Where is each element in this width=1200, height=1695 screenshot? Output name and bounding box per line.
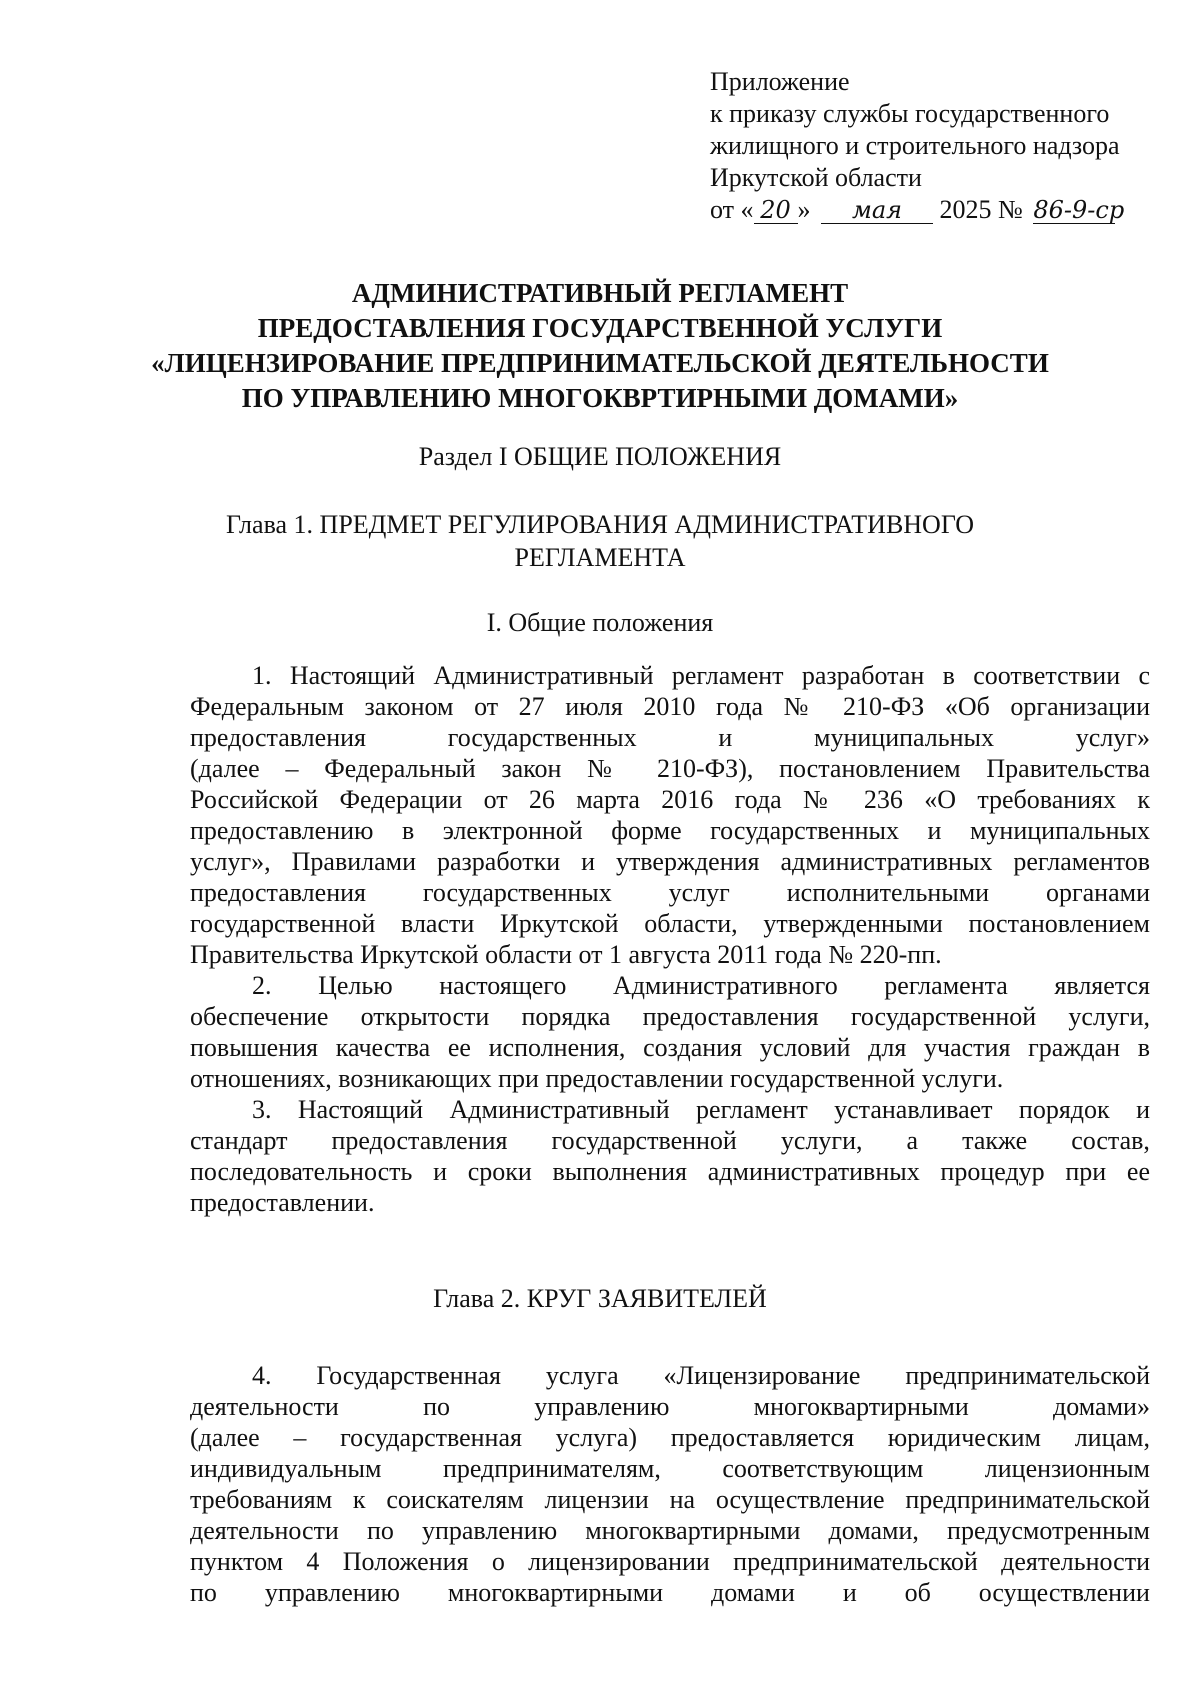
word: услуг» (1075, 723, 1150, 752)
word: услуга (545, 1361, 619, 1390)
word: по (190, 1578, 217, 1607)
word: Целью (318, 971, 393, 1000)
word: предоставления (190, 878, 366, 907)
word: об (904, 1578, 931, 1607)
paragraph-line (190, 970, 1150, 1001)
word: многоквартирными (447, 1578, 664, 1607)
word: государственной (551, 1126, 737, 1155)
word: осуществлении (978, 1578, 1150, 1607)
paragraph-1 (190, 660, 1150, 970)
paragraph-line: Российской Федерации от 26 марта 2016 года № 236 «О требованиях к (190, 785, 1150, 814)
paragraph-line (190, 1453, 1150, 1484)
paragraph-line (190, 1360, 1150, 1391)
paragraph-line: обеспечение открытости порядка предоставления государственной услуги, (190, 1002, 1150, 1031)
word: исполнительными (786, 878, 990, 907)
word: Государственная (316, 1361, 502, 1390)
word: 2. (252, 971, 272, 1000)
title-line-2: ПРЕДОСТАВЛЕНИЯ ГОСУДАРСТВЕННОЙ УСЛУГИ (257, 313, 943, 343)
paragraph-line (190, 1125, 1150, 1156)
word: а (906, 1126, 919, 1155)
paragraph-line (190, 722, 1150, 753)
word: муниципальных (814, 723, 995, 752)
word: Административного (612, 971, 838, 1000)
paragraph-line: предоставлению в электронной форме государственных и муниципальных (190, 816, 1150, 845)
word: по (423, 1392, 450, 1421)
section-heading (150, 440, 1050, 473)
paragraph-4 (190, 1360, 1150, 1608)
word: «Лицензирование (663, 1361, 861, 1390)
paragraph-line: пунктом 4 Положения о лицензировании предпринимательской деятельности (190, 1547, 1150, 1576)
word: и (718, 723, 733, 752)
word: предоставления (331, 1126, 508, 1155)
chapter-1-heading (150, 508, 1050, 574)
title-line-3: «ЛИЦЕНЗИРОВАНИЕ ПРЕДПРИНИМАТЕЛЬСКОЙ ДЕЯТЕЛЬНОСТИ (151, 348, 1049, 378)
word: органами (1045, 878, 1150, 907)
paragraph-line: Федеральным законом от 27 июля 2010 года № 210-ФЗ «Об организации (190, 692, 1150, 721)
paragraph-2 (190, 970, 1150, 1094)
word: управлению (534, 1392, 670, 1421)
word: государственных (422, 878, 612, 907)
paragraph-3 (190, 1094, 1150, 1218)
word: индивидуальным (190, 1454, 382, 1483)
paragraph-line (190, 1391, 1150, 1422)
paragraph-line: отношениях, возникающих при предоставлении государственной услуги. (190, 1064, 1004, 1093)
section-heading-text: Раздел I ОБЩИЕ ПОЛОЖЕНИЯ (418, 442, 782, 471)
word: предпринимателям, (442, 1454, 661, 1483)
chapter-2-heading (150, 1282, 1050, 1315)
paragraph-line: услуг», Правилами разработки и утверждения административных регламентов (190, 847, 1150, 876)
appendix-line-4: Иркутской области (710, 163, 922, 192)
date-mid: » (797, 195, 811, 224)
handwritten-month: мая (821, 197, 933, 224)
word: деятельности (190, 1392, 339, 1421)
word: стандарт (190, 1126, 288, 1155)
paragraph-line: повышения качества ее исполнения, создания условий для участия граждан в (190, 1033, 1150, 1062)
word: государственных (447, 723, 637, 752)
document-title (100, 276, 1100, 416)
chapter-1-line-1: Глава 1. ПРЕДМЕТ РЕГУЛИРОВАНИЯ АДМИНИСТРАТИВНОГО (225, 510, 974, 539)
word: лицензионным (984, 1454, 1150, 1483)
subsection-heading (150, 606, 1050, 639)
word: состав, (1071, 1126, 1150, 1155)
date-year: 2025 № (939, 195, 1023, 224)
appendix-date-line (710, 194, 1170, 226)
date-prefix: от « (710, 195, 754, 224)
paragraph-line: деятельности по управлению многоквартирными домами, предусмотренным (190, 1516, 1150, 1545)
handwritten-order-number: 86-9-ср (1033, 196, 1125, 224)
word: домами (710, 1578, 795, 1607)
paragraph-line: государственной власти Иркутской области, утвержденными постановлением (190, 909, 1150, 938)
word: управлению (264, 1578, 400, 1607)
word: предпринимательской (905, 1361, 1150, 1390)
word: предоставления (190, 723, 366, 752)
paragraph-line: предоставлении. (190, 1188, 375, 1217)
paragraph-line (190, 1577, 1150, 1608)
title-line-1: АДМИНИСТРАТИВНЫЙ РЕГЛАМЕНТ (351, 278, 849, 308)
paragraph-line: (далее – Федеральный закон № 210-ФЗ), постановлением Правительства (190, 754, 1150, 783)
appendix-line-3: жилищного и строительного надзора (710, 131, 1120, 160)
paragraph-line (190, 877, 1150, 908)
appendix-header (710, 66, 1170, 226)
paragraph-line: последовательность и сроки выполнения административных процедур при ее (190, 1157, 1150, 1186)
word: настоящего (439, 971, 567, 1000)
word: также (962, 1126, 1028, 1155)
paragraph-line: Правительства Иркутской области от 1 августа 2011 года № 220-пп. (190, 940, 942, 969)
handwritten-day: 20 (754, 197, 798, 224)
word: является (1054, 971, 1150, 1000)
appendix-line-2: к приказу службы государственного (710, 99, 1110, 128)
word: регламента (884, 971, 1008, 1000)
appendix-line-1: Приложение (710, 67, 850, 96)
paragraph-line: 3. Настоящий Административный регламент устанавливает порядок и (252, 1095, 1150, 1124)
paragraph-line: (далее – государственная услуга) предоставляется юридическим лицам, (190, 1423, 1150, 1452)
word: услуги, (780, 1126, 863, 1155)
subsection-heading-text: I. Общие положения (486, 608, 714, 637)
paragraph-line: требованиям к соискателям лицензии на осуществление предпринимательской (190, 1485, 1150, 1514)
word: многоквартирными (753, 1392, 969, 1421)
title-line-4: ПО УПРАВЛЕНИЮ МНОГОКВРТИРНЫМИ ДОМАМИ» (241, 383, 959, 413)
word: домами» (1053, 1392, 1150, 1421)
word: услуг (668, 878, 730, 907)
word: соответствующим (722, 1454, 924, 1483)
chapter-2-text: Глава 2. КРУГ ЗАЯВИТЕЛЕЙ (433, 1284, 767, 1313)
word: и (842, 1578, 857, 1607)
word: 4. (252, 1361, 272, 1390)
paragraph-line: 1. Настоящий Административный регламент разработан в соответствии с (252, 661, 1150, 690)
chapter-1-line-2: РЕГЛАМЕНТА (514, 543, 686, 572)
